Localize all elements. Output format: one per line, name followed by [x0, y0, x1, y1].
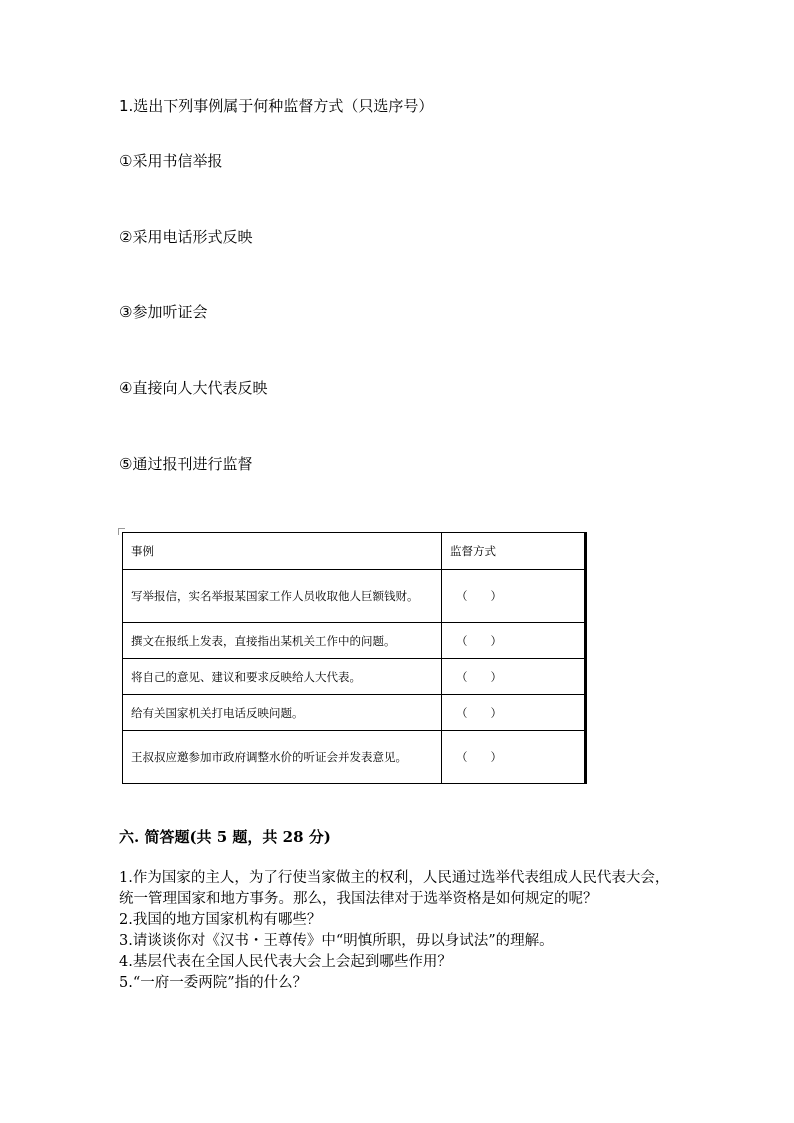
supervision-table: [122, 532, 587, 784]
answer-blank[interactable]: （ ）: [456, 669, 502, 684]
table-row: [123, 659, 587, 695]
section-title: 六. 简答题(共 5 题，共 28 分): [119, 828, 331, 846]
header-case: 事例: [123, 533, 442, 570]
option-3: ③参加听证会: [119, 303, 208, 321]
case-cell: 撰文在报纸上发表，直接指出某机关工作中的问题。: [123, 623, 442, 659]
short-answer-question-1: 1.作为国家的主人，为了行使当家做主的权利，人民通过选举代表组成人民代表大会，统一管理国家和地方事务。那么，我国法律对于选举资格是如何规定的呢？: [119, 870, 670, 907]
short-answer-question-5: 5.“一府一委两院”指的什么？: [119, 975, 308, 991]
case-cell: 写举报信，实名举报某国家工作人员收取他人巨额钱财。: [123, 570, 442, 623]
short-answer-question-4: 4.基层代表在全国人民代表大会上会起到哪些作用？: [119, 954, 452, 970]
table-row: [123, 570, 587, 623]
table-row: [123, 731, 587, 784]
short-answer-question-3: 3.请谈谈你对《汉书・王尊传》中“明慎所职，毋以身试法”的理解。: [119, 933, 554, 949]
short-answer-question-2: 2.我国的地方国家机构有哪些？: [119, 912, 322, 928]
table-row: [123, 695, 587, 731]
case-cell: 将自己的意见、建议和要求反映给人大代表。: [123, 659, 442, 695]
option-5: ⑤通过报刊进行监督: [119, 455, 253, 473]
answer-blank[interactable]: （ ）: [456, 589, 502, 603]
table-header-row: [123, 533, 587, 570]
header-method: 监督方式: [442, 533, 585, 570]
option-4: ④直接向人大代表反映: [119, 379, 268, 397]
case-cell: 王叔叔应邀参加市政府调整水价的听证会并发表意见。: [123, 731, 442, 784]
option-2: ②采用电话形式反映: [119, 228, 253, 246]
answer-blank[interactable]: （ ）: [456, 750, 502, 764]
question-title: 1.选出下列事例属于何种监督方式（只选序号）: [119, 97, 434, 115]
short-answer-list: [119, 868, 679, 994]
case-cell: 给有关国家机关打电话反映问题。: [123, 695, 442, 731]
answer-blank[interactable]: （ ）: [456, 705, 502, 720]
option-1: ①采用书信举报: [119, 152, 223, 170]
table-row: [123, 623, 587, 659]
answer-blank[interactable]: （ ）: [456, 633, 502, 648]
